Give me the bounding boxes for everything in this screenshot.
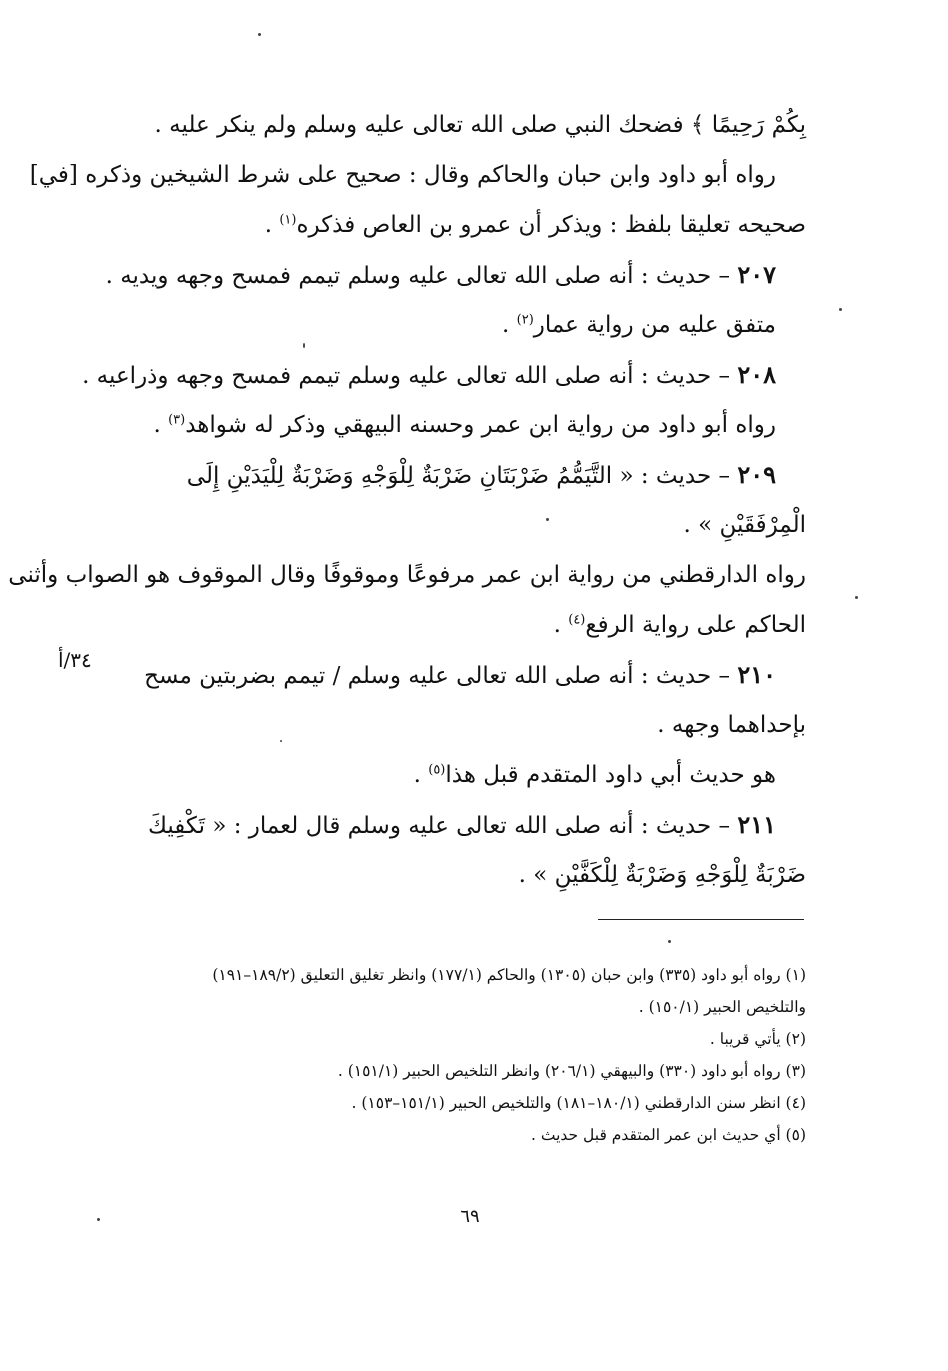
- footnote-ref: (٢): [516, 312, 534, 328]
- line-text: هو حديث أبي داود المتقدم قبل هذا: [445, 762, 776, 788]
- hadith-number: ٢٠٩: [737, 460, 776, 489]
- line-text: رواه الدارقطني من رواية ابن عمر مرفوعًا وموقوفًا وقال الموقوف هو الصواب وأثنى: [8, 562, 806, 588]
- hadith-text: – حديث : أنه صلى الله تعالى عليه وسلم تيمم فمسح وجهه ويديه .: [105, 263, 738, 289]
- scan-speck: [303, 343, 305, 348]
- footnotes: [138, 959, 806, 1151]
- scan-speck: [258, 33, 261, 36]
- hadith-number: ٢٠٧: [737, 260, 776, 289]
- footnote-4: (٤) انظر سنن الدارقطني (١٨٠/١–١٨١) والتلخيص الحبير (١٥١/١–١٥٣) .: [351, 1094, 806, 1112]
- footnote-ref: (٥): [428, 762, 446, 778]
- hadith-text: – حديث : أنه صلى الله تعالى عليه وسلم تيمم فمسح وجهه وذراعيه .: [82, 363, 738, 389]
- line-end: .: [553, 612, 569, 638]
- footnote-ref: (٤): [568, 612, 586, 628]
- line-text: متفق عليه من رواية عمار: [533, 312, 776, 338]
- page-number: ٦٩: [460, 1206, 480, 1227]
- hadith-text: – حديث : أنه صلى الله تعالى عليه وسلم / تيمم بضربتين مسح: [144, 663, 738, 689]
- hadith-number: ٢١٠: [737, 660, 776, 689]
- scan-speck: [839, 308, 842, 311]
- scan-speck: [668, 940, 671, 943]
- text-line: [138, 500, 806, 550]
- line-text: صحيحه تعليقا بلفظ : ويذكر أن عمرو بن العاص فذكره: [296, 212, 806, 238]
- footnote-separator: [598, 919, 804, 920]
- hadith-text: – حديث : « التَّيَمُّمُ ضَرْبَتَانِ ضَرْبَةٌ لِلْوَجْهِ وَضَرْبَةٌ لِلْيَدَيْنِ إِلَى: [186, 463, 738, 489]
- footnote-3: (٣) رواه أبو داود (٣٣٠) والبيهقي (٢٠٦/١) وانظر التلخيص الحبير (١٥١/١) .: [337, 1062, 806, 1080]
- line-end: .: [502, 312, 517, 338]
- line-end: .: [153, 412, 169, 438]
- manuscript-folio-note: ٣٤/أ: [58, 648, 92, 672]
- text-line: [138, 300, 806, 350]
- hadith-211: [138, 800, 806, 850]
- hadith-text: – حديث : أنه صلى الله تعالى عليه وسلم قال لعمار : « تَكْفِيكَ: [147, 813, 738, 839]
- text-line: [138, 400, 806, 450]
- scan-speck: [280, 740, 282, 742]
- line-text: بإحداهما وجهه .: [657, 712, 806, 738]
- line-end: .: [413, 762, 429, 788]
- line-text: رواه أبو داود من رواية ابن عمر وحسنه البيهقي وذكر له شواهد: [185, 412, 776, 438]
- hadith-number: ٢١١: [737, 810, 776, 839]
- text-line: [29, 150, 806, 200]
- hadith-208: [82, 350, 806, 400]
- line-text: بِكُمْ رَحِيمًا ﴾ فضحك النبي صلى الله تعالى عليه وسلم ولم ينكر عليه .: [154, 112, 806, 138]
- scan-speck: [97, 1218, 100, 1221]
- footnote-1-continued: والتلخيص الحبير (١٥٠/١) .: [638, 998, 806, 1016]
- hadith-209: [138, 450, 806, 500]
- line-text: ضَرْبَةٌ لِلْوَجْهِ وَضَرْبَةٌ لِلْكَفَّيْنِ » .: [518, 862, 806, 888]
- text-line: [138, 100, 806, 150]
- footnote-5: (٥) أي حديث ابن عمر المتقدم قبل حديث .: [531, 1126, 806, 1144]
- footnote-1: (١) رواه أبو داود (٣٣٥) وابن حبان (١٣٠٥) والحاكم (١٧٧/١) وانظر تغليق التعليق (١٨٩/٢–١٩١): [212, 966, 806, 984]
- hadith-207: [105, 250, 806, 300]
- footnote-2: (٢) يأتي قريبا .: [709, 1030, 806, 1048]
- scan-speck: [546, 518, 549, 521]
- line-text: الحاكم على رواية الرفع: [585, 612, 806, 638]
- scan-speck: [855, 596, 858, 599]
- text-line: [138, 600, 806, 650]
- text-line: [8, 550, 806, 600]
- text-line: [138, 200, 806, 250]
- hadith-210: [138, 650, 806, 700]
- line-text: رواه أبو داود وابن حبان والحاكم وقال : صحيح على شرط الشيخين وذكره [في]: [29, 162, 776, 188]
- text-line: [138, 850, 806, 900]
- text-line: [138, 700, 806, 750]
- line-end: .: [264, 212, 280, 238]
- text-line: [138, 750, 806, 800]
- line-text: الْمِرْفَقَيْنِ » .: [683, 512, 806, 538]
- footnote-ref: (٣): [168, 412, 186, 428]
- hadith-number: ٢٠٨: [737, 360, 776, 389]
- footnote-ref: (١): [279, 212, 297, 228]
